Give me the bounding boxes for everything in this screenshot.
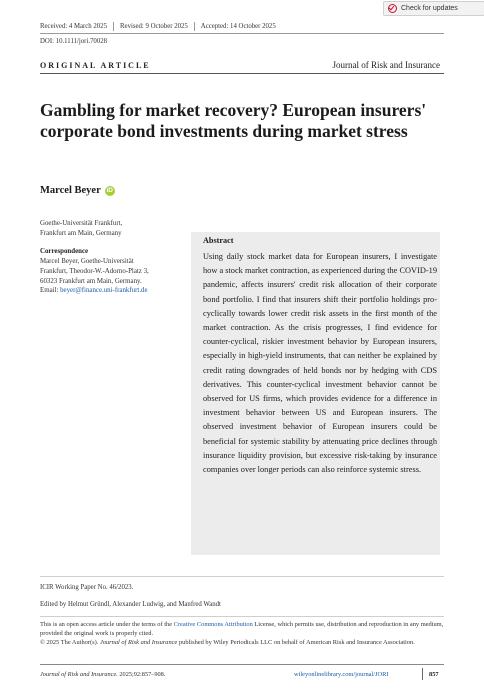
license-part: License, which permits use, distribution and reproduction in any medium, provided the original work is properly cited.	[40, 621, 444, 637]
header-rule	[40, 33, 444, 34]
email-link[interactable]: beyer@finance.uni-frankfurt.de	[60, 287, 148, 295]
correspondence-line: Frankfurt, Theodor-W.-Adorno-Platz 3,	[40, 267, 149, 275]
footer-citation	[40, 671, 165, 678]
email-label: Email:	[40, 287, 61, 295]
copyright-journal: Journal of Risk and Insurance	[99, 638, 178, 646]
footer-volume: 2025;92:857–908.	[117, 671, 166, 678]
header-rule-2	[40, 73, 444, 74]
cc-license-link[interactable]: Creative Commons Attribution	[173, 621, 253, 628]
article-type: ORIGINAL ARTICLE	[40, 61, 151, 70]
divider	[194, 22, 195, 31]
email-line	[40, 286, 190, 296]
working-paper-note: ICIR Working Paper No. 46/2023.	[40, 584, 134, 591]
author-name[interactable]: Marcel Beyer	[40, 185, 101, 196]
received-date: Received: 4 March 2025	[40, 23, 108, 31]
license-text	[40, 621, 444, 647]
editors-note: Edited by Helmut Gründl, Alexander Ludwig, and Manfred Wandt	[40, 601, 221, 608]
journal-url-link[interactable]: wileyonlinelibrary.com/journal/JORI	[294, 671, 389, 678]
doi[interactable]: DOI: 10.1111/jori.70028	[40, 38, 108, 45]
correspondence-heading: Correspondence	[40, 248, 89, 256]
page-number: 857	[429, 671, 439, 678]
author-info	[40, 219, 190, 296]
article-title: Gambling for market recovery? European insurers' corporate bond investments during market stress	[40, 100, 427, 141]
abstract-text: Using daily stock market data for European insurers, I investigate how a stock market contraction, as experienced during the COVID-19 pandemic, affects insurers' credit risk allocation of their corporate bond portfolio. I find that insurers shift their portfolio holdings pro-cyclically towards lower credit risk assets in the first month of the market contraction. As the crisis progresses, I find evidence for counter-cyclical, riskier investment behavior by European insurers, especially in high-yield instruments, that can neither be explained by credit rating downgrades of held bonds nor by hedging with CDS derivatives. This counter-cyclical investment behavior cannot be observed for US firms, which provides evidence for a difference in investment behavior between US and European insurers. The observed investment behavior of European insurers could be beneficial for systemic stability by attenuating price declines through insurance liquidity provision, but excessive risk-taking by insurance companies over longer periods can also reinforce systemic stress.	[203, 252, 438, 475]
copyright-part: published by Wiley Periodicals LLC on behalf of American Risk and Insurance Association.	[177, 638, 415, 646]
divider	[113, 22, 114, 31]
orcid-icon[interactable]: iD	[106, 187, 113, 194]
license-part: This is an open access article under the terms of the	[40, 621, 174, 628]
footer-rule	[40, 664, 444, 665]
journal-name: Journal of Risk and Insurance	[332, 60, 440, 70]
check-icon	[388, 4, 397, 13]
footer-divider	[422, 668, 423, 680]
copyright-part: © 2025 The Author(s).	[40, 638, 100, 646]
copyright-statement	[40, 639, 444, 648]
check-for-updates-label: Check for updates	[401, 5, 458, 12]
footer-journal: Journal of Risk and Insurance.	[40, 671, 118, 678]
abstract-heading: Abstract	[203, 236, 234, 245]
accepted-date: Accepted: 14 October 2025	[200, 23, 276, 31]
author	[40, 185, 115, 196]
article-dates	[40, 22, 276, 31]
check-for-updates-button[interactable]	[383, 1, 484, 16]
correspondence-line: 60323 Frankfurt am Main, Germany.	[40, 277, 142, 285]
affiliation-line: Frankfurt am Main, Germany	[40, 229, 122, 237]
correspondence-line: Marcel Beyer, Goethe-Universität	[40, 258, 134, 266]
license-rule	[40, 616, 444, 617]
revised-date: Revised: 9 October 2025	[120, 23, 188, 31]
license-statement	[40, 621, 444, 639]
footnote-rule	[40, 576, 444, 577]
affiliation-line: Goethe-Universität Frankfurt,	[40, 220, 123, 227]
